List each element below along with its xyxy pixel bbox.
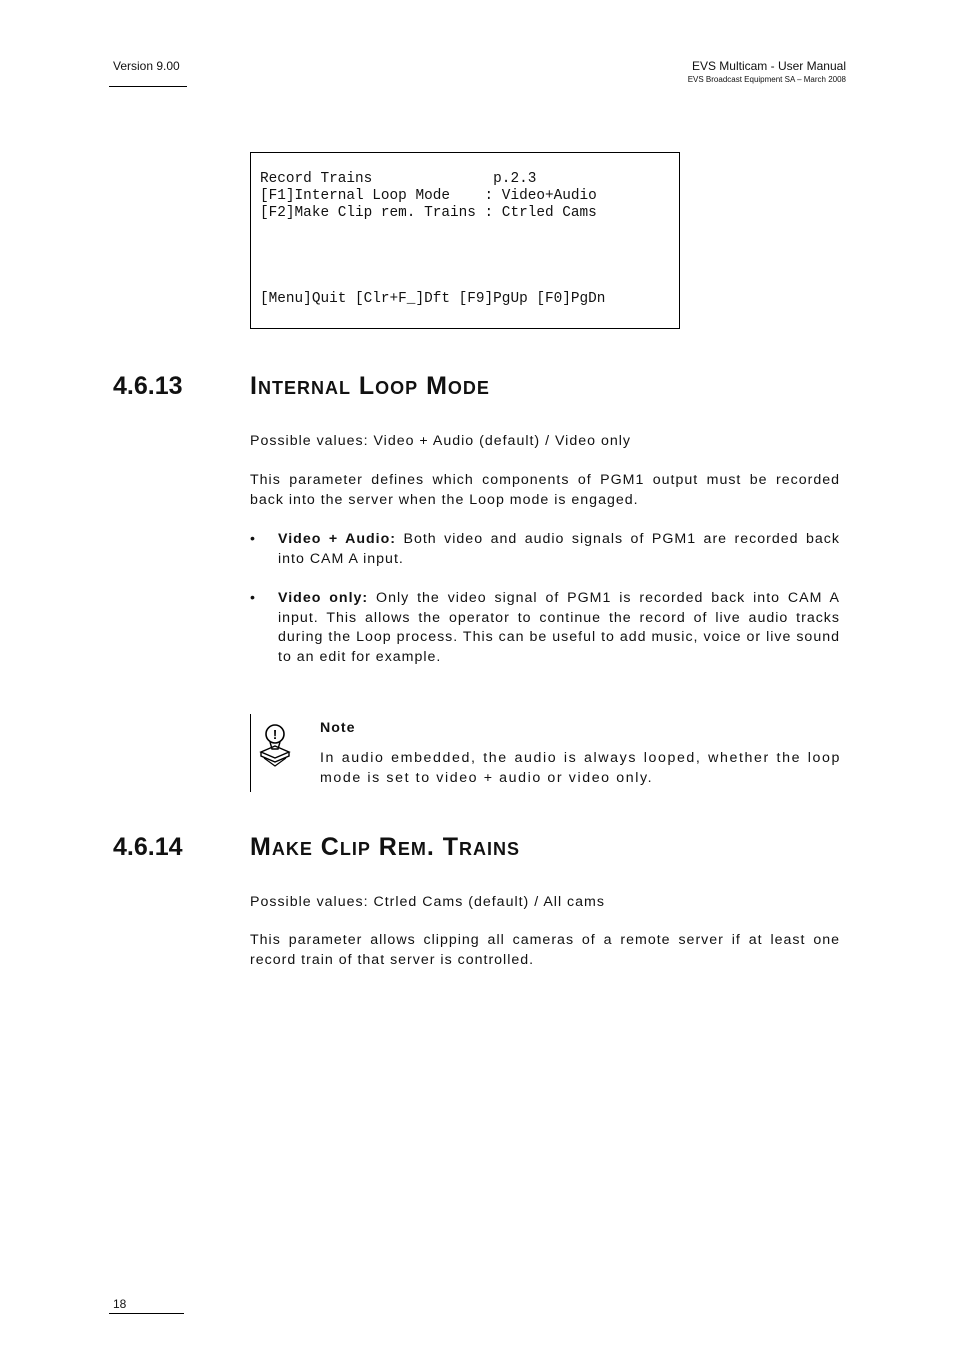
menu-screen-box (250, 152, 680, 329)
header-title: EVS Multicam - User Manual (691, 59, 846, 73)
screen-line-keys: [Menu]Quit [Clr+F_]Dft [F9]PgUp [F0]PgDn (260, 291, 606, 307)
possible-values-internal-loop: Possible values: Video + Audio (default) / Video only (250, 433, 631, 449)
bullet-term: Video + Audio: (278, 531, 397, 547)
note-title: Note (320, 720, 356, 736)
svg-text:!: ! (272, 727, 278, 742)
bullet-text: Only the video signal of PGM1 is recorded back into CAM A input. This allows the operator to continue the record of live audio tracks during the Loop process. This can be useful to add music, voice or live sound to an edit for example. (278, 590, 841, 665)
note-left-rule (250, 714, 251, 792)
screen-line-f1: [F1]Internal Loop Mode : Video+Audio (260, 188, 597, 204)
header-subtitle: EVS Broadcast Equipment SA – March 2008 (687, 75, 846, 84)
header-right (688, 59, 846, 84)
section-title-make-clip-rem-trains: Make Clip Rem. Trains (250, 833, 520, 861)
header-left-rule (109, 86, 187, 87)
bullet-dot: • (250, 590, 256, 606)
note-text: In audio embedded, the audio is always looped, whether the loop mode is set to video + audio or video only. (320, 750, 841, 786)
page-number: 18 (113, 1297, 127, 1311)
bullet-text: Both video and audio signals of PGM1 are recorded back into CAM A input. (278, 531, 840, 567)
description-internal-loop: This parameter defines which components of PGM1 output must be recorded back into the server when the Loop mode is engaged. (250, 472, 840, 508)
section-number-4-6-14: 4.6.14 (113, 833, 183, 861)
bullet-term: Video only: (278, 590, 369, 606)
possible-values-make-clip: Possible values: Ctrled Cams (default) / All cams (250, 894, 605, 910)
description-make-clip: This parameter allows clipping all cameras of a remote server if at least one record train of that server is controlled. (250, 932, 840, 968)
bullet-video-audio (250, 530, 840, 569)
header-version: Version 9.00 (113, 59, 180, 73)
footer-rule (109, 1313, 184, 1314)
bullet-video-only (250, 589, 840, 667)
section-number-4-6-13: 4.6.13 (113, 372, 183, 400)
section-title-internal-loop-mode: Internal Loop Mode (250, 372, 490, 400)
bullet-dot: • (250, 531, 256, 547)
note-icon (258, 722, 294, 768)
screen-line-title: Record Trains p.2.3 (260, 171, 537, 187)
screen-line-f2: [F2]Make Clip rem. Trains : Ctrled Cams (260, 205, 597, 221)
